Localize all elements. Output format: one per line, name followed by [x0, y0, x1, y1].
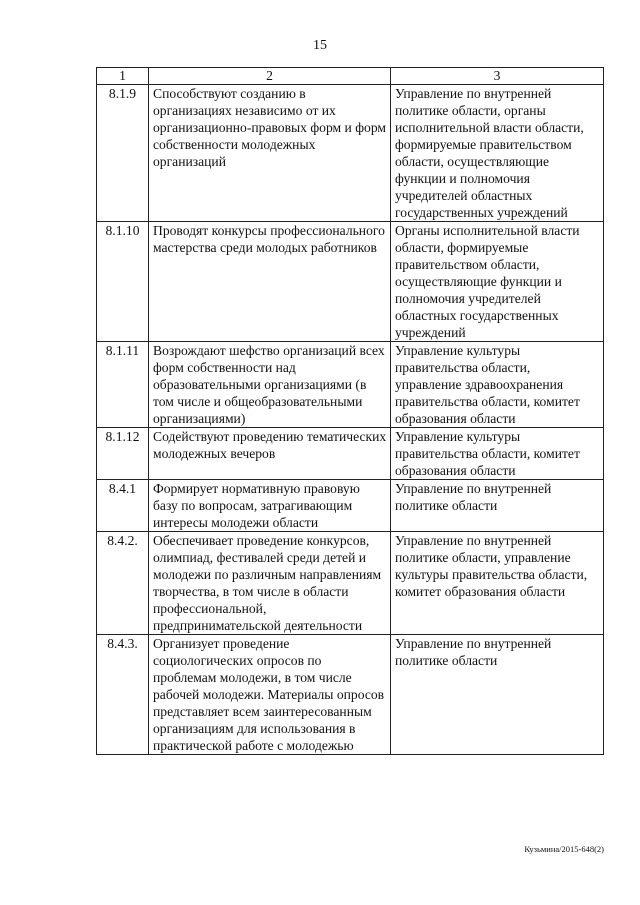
row-responsible: Управление по внутренней политике области	[391, 635, 604, 755]
responsibility-table	[96, 67, 604, 755]
row-responsible: Управление культуры правительства области, комитет образования области	[391, 428, 604, 480]
table-header-row	[97, 68, 604, 85]
row-action: Организует проведение социологических опросов по проблемам молодежи, в том числе рабочей молодежи. Материалы опросов представляет всем заинтересованным организациям для использования в практической работе с молодежью	[149, 635, 391, 755]
row-responsible: Управление по внутренней политике области, органы исполнительной власти области, формируемые правительством области, осуществляющие функции и полномочия учредителей областных государственных учреждений	[391, 85, 604, 222]
page-number: 15	[313, 38, 327, 53]
row-action: Способствуют созданию в организациях независимо от их организационно-правовых форм и форм собственности молодежных организаций	[149, 85, 391, 222]
table-row	[97, 532, 604, 635]
row-action: Возрождают шефство организаций всех форм собственности над образовательными организациями (в том числе и общеобразовательными организациями)	[149, 342, 391, 428]
table-row	[97, 342, 604, 428]
table-row	[97, 222, 604, 342]
row-number: 8.4.3.	[97, 635, 149, 755]
row-responsible: Управление по внутренней политике области, управление культуры правительства области, комитет образования области	[391, 532, 604, 635]
row-number: 8.1.11	[97, 342, 149, 428]
column-header-number: 1	[97, 68, 149, 85]
row-number: 8.1.10	[97, 222, 149, 342]
row-responsible: Управление по внутренней политике области	[391, 480, 604, 532]
row-action: Проводят конкурсы профессионального мастерства среди молодых работников	[149, 222, 391, 342]
row-number: 8.1.12	[97, 428, 149, 480]
column-header-action: 2	[149, 68, 391, 85]
row-number: 8.1.9	[97, 85, 149, 222]
table-row	[97, 635, 604, 755]
row-action: Формирует нормативную правовую базу по вопросам, затрагивающим интересы молодежи области	[149, 480, 391, 532]
row-responsible: Управление культуры правительства области, управление здравоохранения правительства области, комитет образования области	[391, 342, 604, 428]
table-row	[97, 85, 604, 222]
row-responsible: Органы исполнительной власти области, формируемые правительством области, осуществляющие функции и полномочия учредителей областных государственных учреждений	[391, 222, 604, 342]
row-number: 8.4.2.	[97, 532, 149, 635]
row-action: Содействуют проведению тематических молодежных вечеров	[149, 428, 391, 480]
document-footer-code: Кузьмина/2015-648(2)	[524, 844, 604, 854]
table-row	[97, 428, 604, 480]
table-row	[97, 480, 604, 532]
row-action: Обеспечивает проведение конкурсов, олимпиад, фестивалей среди детей и молодежи по различным направлениям творчества, в том числе в области профессиональной, предпринимательской деятельности	[149, 532, 391, 635]
row-number: 8.4.1	[97, 480, 149, 532]
column-header-responsible: 3	[391, 68, 604, 85]
